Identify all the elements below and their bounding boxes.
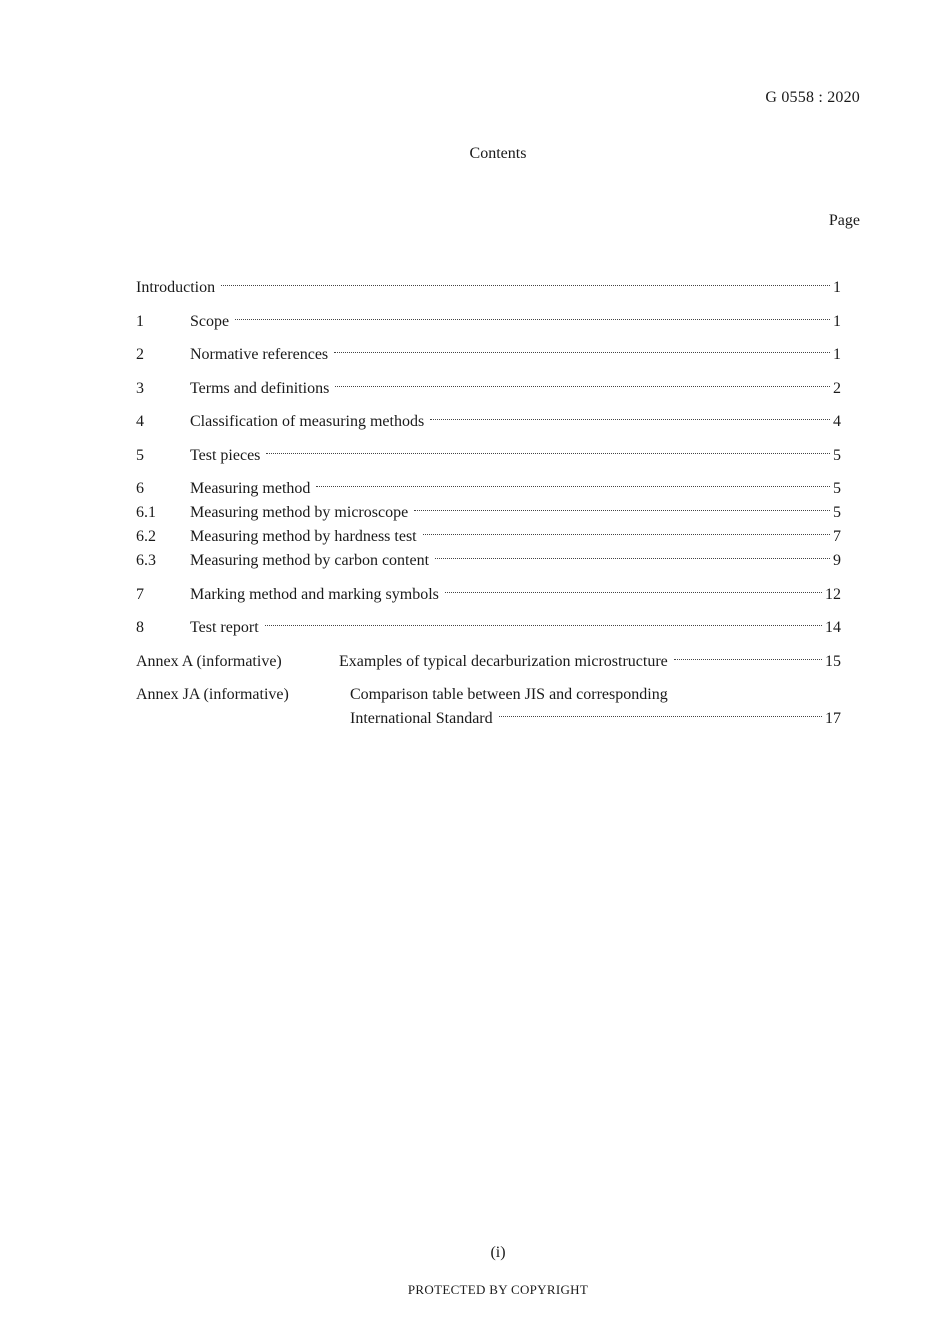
toc-entry-title: Examples of typical decarburization microstructure (339, 652, 668, 670)
toc-entry-number: 5 (136, 446, 144, 464)
dot-leader (334, 352, 830, 353)
dot-leader (266, 453, 830, 454)
toc-entry-title: Test pieces (190, 446, 261, 464)
toc-entry-6-1[interactable] (136, 501, 841, 525)
toc-entry-page: 12 (825, 585, 841, 603)
toc-entry-page: 1 (833, 312, 841, 330)
dot-leader (499, 716, 822, 717)
copyright-notice: PROTECTED BY COPYRIGHT (407, 1282, 589, 1297)
toc-entry-page: 15 (825, 652, 841, 670)
page-title: Contents (469, 145, 527, 162)
toc-entry-number: 6.3 (136, 552, 156, 569)
toc-entry-title: Measuring method by carbon content (190, 552, 430, 569)
toc-entry-title: Measuring method by microscope (190, 504, 409, 521)
toc-entry-number: 6.1 (136, 504, 156, 521)
toc-entry-title: Introduction (136, 279, 216, 296)
toc-entry-4[interactable] (136, 410, 841, 434)
toc-entry-title-continued: International Standard (350, 710, 493, 727)
dot-leader (445, 592, 822, 593)
toc-entry-page: 14 (825, 619, 841, 636)
dot-leader (674, 659, 822, 660)
toc-entry-title: Measuring method (190, 480, 311, 497)
toc-entry-annex-a[interactable] (136, 650, 841, 674)
toc-entry-page: 17 (825, 710, 841, 727)
toc-entry-2[interactable] (136, 343, 841, 367)
toc-entry-page: 9 (833, 552, 841, 569)
toc-entry-number: 7 (136, 585, 144, 603)
dot-leader (423, 534, 830, 535)
dot-leader (414, 510, 830, 511)
toc-entry-number: 6 (136, 480, 144, 497)
dot-leader (235, 319, 830, 320)
page-column-heading: Page (828, 212, 860, 229)
toc-entry-title: Classification of measuring methods (190, 413, 425, 430)
dot-leader (265, 625, 822, 626)
toc-entry-title: Terms and definitions (190, 379, 330, 397)
dot-leader (335, 386, 830, 387)
toc-entry-title: Measuring method by hardness test (190, 528, 417, 545)
toc-entry-1[interactable] (136, 310, 841, 334)
toc-entry-annex-ja[interactable] (136, 683, 841, 707)
toc-entry-title: Test report (190, 619, 259, 636)
toc-entry-number: 2 (136, 346, 144, 363)
toc-entry-number: 4 (136, 413, 144, 430)
toc-entry-page: 4 (833, 413, 841, 430)
annex-label: Annex A (informative) (136, 652, 282, 670)
toc-entry-6[interactable] (136, 477, 841, 501)
toc-entry-page: 5 (833, 480, 841, 497)
toc-entry-page: 2 (833, 379, 841, 397)
dot-leader (430, 419, 830, 420)
toc-entry-5[interactable] (136, 444, 841, 468)
toc-entry-3[interactable] (136, 377, 841, 401)
toc-entry-title: Marking method and marking symbols (190, 585, 439, 603)
dot-leader (221, 285, 830, 286)
document-number: G 0558 : 2020 (765, 89, 860, 106)
toc-entry-page: 1 (833, 279, 841, 296)
toc-entry-number: 1 (136, 312, 144, 330)
toc-entry-number: 6.2 (136, 528, 156, 545)
toc-entry-annex-ja-continued[interactable] (136, 707, 841, 731)
toc-entry-7[interactable] (136, 583, 841, 607)
toc-entry-page: 7 (833, 528, 841, 545)
toc-entry-number: 3 (136, 379, 144, 397)
toc-entry-page: 5 (833, 504, 841, 521)
toc-entry-6-3[interactable] (136, 549, 841, 573)
toc-entry-8[interactable] (136, 616, 841, 640)
dot-leader (316, 486, 830, 487)
toc-entry-title: Comparison table between JIS and corresponding (350, 686, 668, 703)
footer-page-number: (i) (490, 1244, 506, 1261)
toc-entry-6-2[interactable] (136, 525, 841, 549)
table-of-contents (136, 276, 841, 731)
annex-label: Annex JA (informative) (136, 686, 289, 703)
toc-entry-title: Scope (190, 312, 230, 330)
toc-entry-title: Normative references (190, 346, 329, 363)
toc-entry-introduction[interactable] (136, 276, 841, 300)
toc-entry-page: 5 (833, 446, 841, 464)
dot-leader (435, 558, 830, 559)
toc-entry-page: 1 (833, 346, 841, 363)
toc-entry-number: 8 (136, 619, 144, 636)
